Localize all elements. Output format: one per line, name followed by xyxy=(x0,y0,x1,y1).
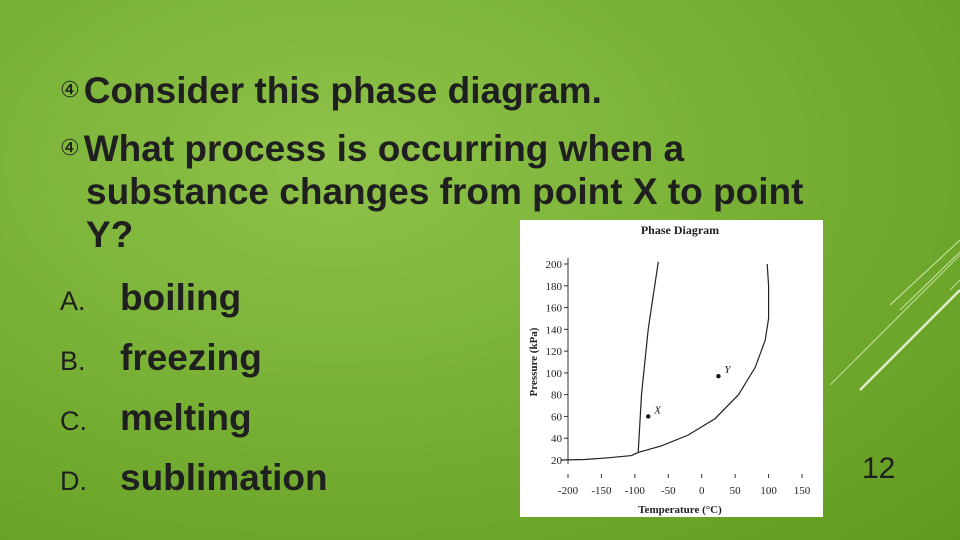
x-tick-label: -200 xyxy=(557,485,579,497)
phase-diagram xyxy=(520,220,823,517)
x-tick-label: -100 xyxy=(624,485,645,497)
y-tick-label: 200 xyxy=(545,259,562,271)
option-text: freezing xyxy=(120,337,262,378)
x-tick-label: 150 xyxy=(793,485,811,497)
option-letter: B. xyxy=(60,346,86,376)
bullet-icon: ④ xyxy=(60,135,80,160)
bullet-icon: ④ xyxy=(60,77,80,102)
bullet-2-text: What process is occurring when a xyxy=(83,128,685,169)
y-tick-label: 100 xyxy=(545,367,562,380)
point-y xyxy=(716,374,720,378)
chart-title: Phase Diagram xyxy=(640,223,720,237)
x-tick-label: -150 xyxy=(591,485,612,497)
page-number: 12 xyxy=(862,452,896,485)
option-letter: D. xyxy=(60,466,87,496)
option-text: sublimation xyxy=(120,457,328,498)
melting-curve xyxy=(638,262,658,453)
y-tick-label: 40 xyxy=(551,433,562,446)
y-tick-label: 180 xyxy=(545,280,562,293)
point-label-y: Y xyxy=(724,364,731,377)
y-tick-label: 160 xyxy=(545,302,562,315)
x-axis-label: Temperature (°C) xyxy=(638,504,722,516)
y-tick-label: 60 xyxy=(551,411,562,424)
option-letter: A. xyxy=(60,286,86,316)
y-tick-label: 20 xyxy=(551,455,562,467)
y-tick-label: 120 xyxy=(545,346,562,359)
option-text: boiling xyxy=(120,277,242,318)
x-tick-label: 0 xyxy=(698,485,705,497)
x-tick-label: -50 xyxy=(660,485,676,497)
vapor-pressure-curve xyxy=(561,264,768,460)
x-tick-label: 50 xyxy=(729,485,741,497)
bullet-2-line-3: Y? xyxy=(86,214,134,255)
phase-diagram-svg xyxy=(520,220,823,517)
bullet-1-text: Consider this phase diagram. xyxy=(83,70,602,111)
bullet-1 xyxy=(60,68,602,112)
bullet-2-line-2: substance changes from point X to point xyxy=(86,171,804,212)
x-tick-label: 100 xyxy=(760,485,777,497)
point-x xyxy=(646,414,650,418)
y-tick-label: 140 xyxy=(545,324,562,337)
point-label-x: X xyxy=(654,404,661,417)
y-axis-label: Pressure (kPa) xyxy=(528,327,540,397)
option-text: melting xyxy=(120,397,252,438)
option-letter: C. xyxy=(60,406,87,436)
y-tick-label: 80 xyxy=(551,389,562,402)
